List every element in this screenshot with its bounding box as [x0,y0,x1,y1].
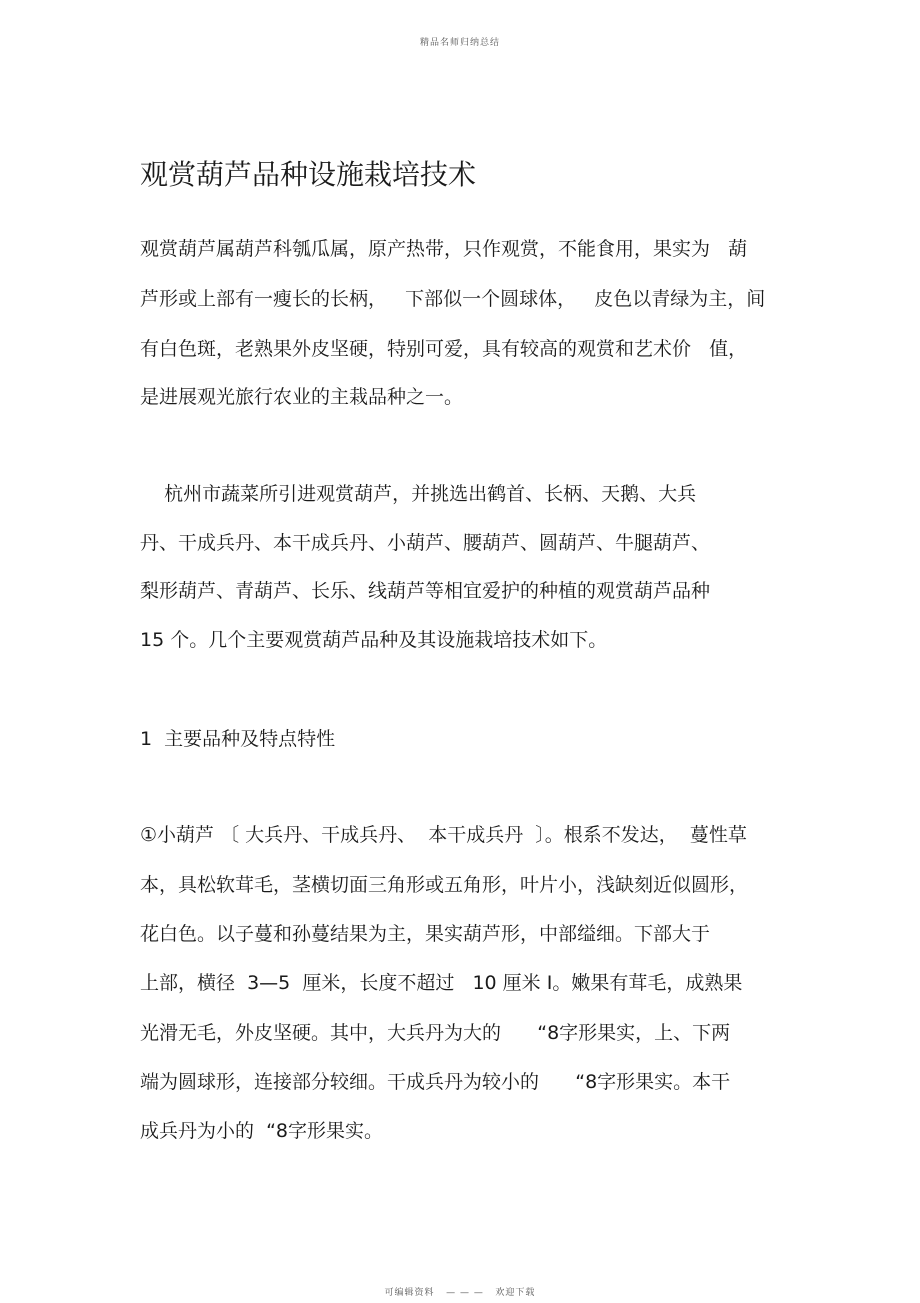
paragraph-2-line: 丹、干成兵丹、本干成兵丹、小葫芦、腰葫芦、圆葫芦、牛腿葫芦、 [140,532,711,554]
paragraph-3-line: 本，具松软茸毛，茎横切面三角形或五角形，叶片小，浅缺刻近似圆形， [140,874,749,896]
paragraph-2-line: 杭州市蔬菜所引进观赏葫芦，并挑选出鹤首、长柄、天鹅、大兵 [140,483,697,505]
paragraph-1-line: 观赏葫芦属葫芦科瓠瓜属，原产热带，只作观赏，不能食用，果实为 葫 [140,238,748,260]
section-heading: 1 主要品种及特点特性 [140,728,336,750]
paragraph-1-line: 芦形或上部有一瘦长的长柄， 下部似一个圆球体， 皮色以青绿为主，间 [140,288,766,310]
paragraph-1-line: 有白色斑，老熟果外皮坚硬，特别可爱，具有较高的观赏和艺术价 值， [140,338,748,360]
paragraph-3-line: ①小葫芦 〔 大兵丹、干成兵丹、 本干成兵丹 〕。根系不发达， 蔓性草 [140,824,747,846]
paragraph-2-line: 15 个。几个主要观赏葫芦品种及其设施栽培技术如下。 [140,629,608,651]
footer-note: 可编辑资料 — — — 欢迎下载 [384,1288,536,1298]
paragraph-3-line: 光滑无毛，外皮坚硬。其中，大兵丹为大的 “8字形果实，上、下两 [140,1022,731,1044]
paragraph-3-line: 端为圆球形，连接部分较细。干成兵丹为较小的 “8字形果实。本干 [140,1071,731,1093]
paragraph-3-line: 成兵丹为小的 “8字形果实。 [140,1120,384,1142]
paragraph-1-line: 是进展观光旅行农业的主栽品种之一。 [140,386,464,408]
document-title: 观赏葫芦品种设施栽培技术 [140,158,477,191]
paragraph-2-line: 梨形葫芦、青葫芦、长乐、线葫芦等相宜爱护的种植的观赏葫芦品种 [140,580,711,602]
header-note: 精品名师归纳总结 [419,38,500,48]
paragraph-3-line: 花白色。以子蔓和孙蔓结果为主，果实葫芦形，中部缢细。下部大于 [140,923,711,945]
paragraph-3-line: 上部，横径 3—5 厘米，长度不超过 10 厘米 I。嫩果有茸毛，成熟果 [140,972,743,994]
